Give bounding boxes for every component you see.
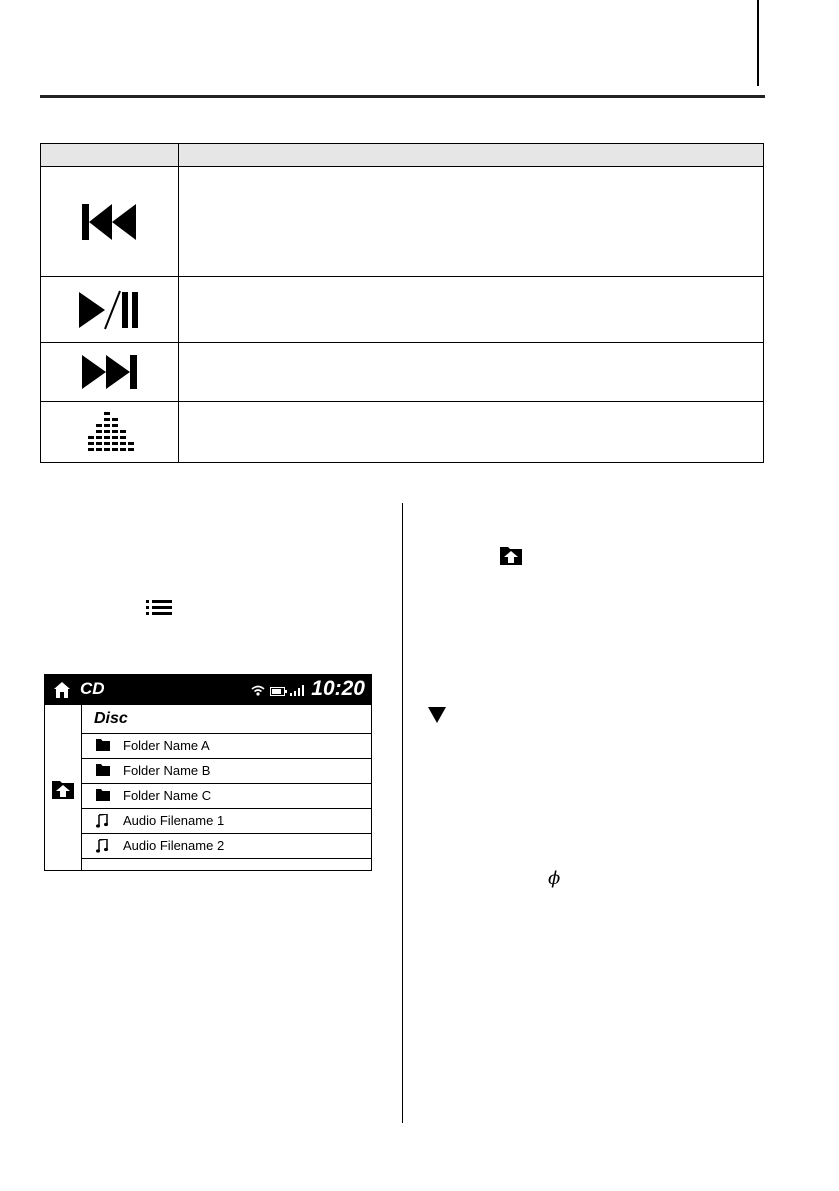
list-header: Disc: [94, 710, 128, 727]
column-divider: [402, 503, 403, 1123]
list-item[interactable]: [81, 758, 371, 783]
list-item-label: Folder Name B: [123, 763, 211, 778]
table-desc-equalizer: [179, 402, 763, 463]
next-track-icon[interactable]: [82, 355, 138, 389]
table-header-row: [41, 144, 763, 167]
table-row-previous: [41, 167, 178, 276]
down-triangle-icon: [428, 707, 446, 723]
controls-table: [40, 143, 764, 463]
list-item[interactable]: [81, 733, 371, 758]
list-item: [81, 858, 371, 868]
table-desc-next: [179, 343, 763, 401]
play-pause-icon[interactable]: [79, 290, 141, 330]
page-edge-rule: [757, 0, 759, 86]
music-note-icon: [96, 839, 108, 853]
signal-icon: [290, 685, 305, 696]
folder-icon: [96, 764, 110, 776]
phi-symbol: ϕ: [548, 868, 561, 889]
clock: 10:20: [311, 677, 365, 700]
folder-up-icon[interactable]: [52, 779, 74, 799]
equalizer-icon[interactable]: [86, 412, 134, 454]
music-note-icon: [96, 814, 108, 828]
list-item[interactable]: [81, 833, 371, 858]
side-column: [45, 705, 82, 870]
list-item-label: Folder Name A: [123, 738, 210, 753]
folder-icon: [96, 789, 110, 801]
file-list: [81, 705, 371, 870]
title-bar: [45, 675, 371, 705]
folder-up-icon: [500, 545, 522, 565]
list-icon: [146, 600, 172, 616]
table-desc-previous: [179, 167, 763, 276]
wifi-icon: [251, 685, 265, 696]
list-item-label: Folder Name C: [123, 788, 212, 803]
previous-track-icon[interactable]: [82, 204, 138, 240]
header-rule: [40, 95, 765, 98]
home-icon[interactable]: [53, 681, 71, 699]
table-row-play-pause: [41, 277, 178, 342]
list-item-label: Audio Filename 1: [123, 813, 225, 828]
battery-icon: [270, 687, 287, 696]
cd-screen-illustration: [44, 674, 372, 871]
list-item[interactable]: [81, 808, 371, 833]
folder-icon: [96, 739, 110, 751]
table-desc-play-pause: [179, 277, 763, 342]
screen-title: CD: [80, 679, 105, 698]
table-row-equalizer: [41, 402, 178, 463]
list-item-label: Audio Filename 2: [123, 838, 225, 853]
list-item[interactable]: [81, 783, 371, 808]
table-row-next: [41, 343, 178, 401]
